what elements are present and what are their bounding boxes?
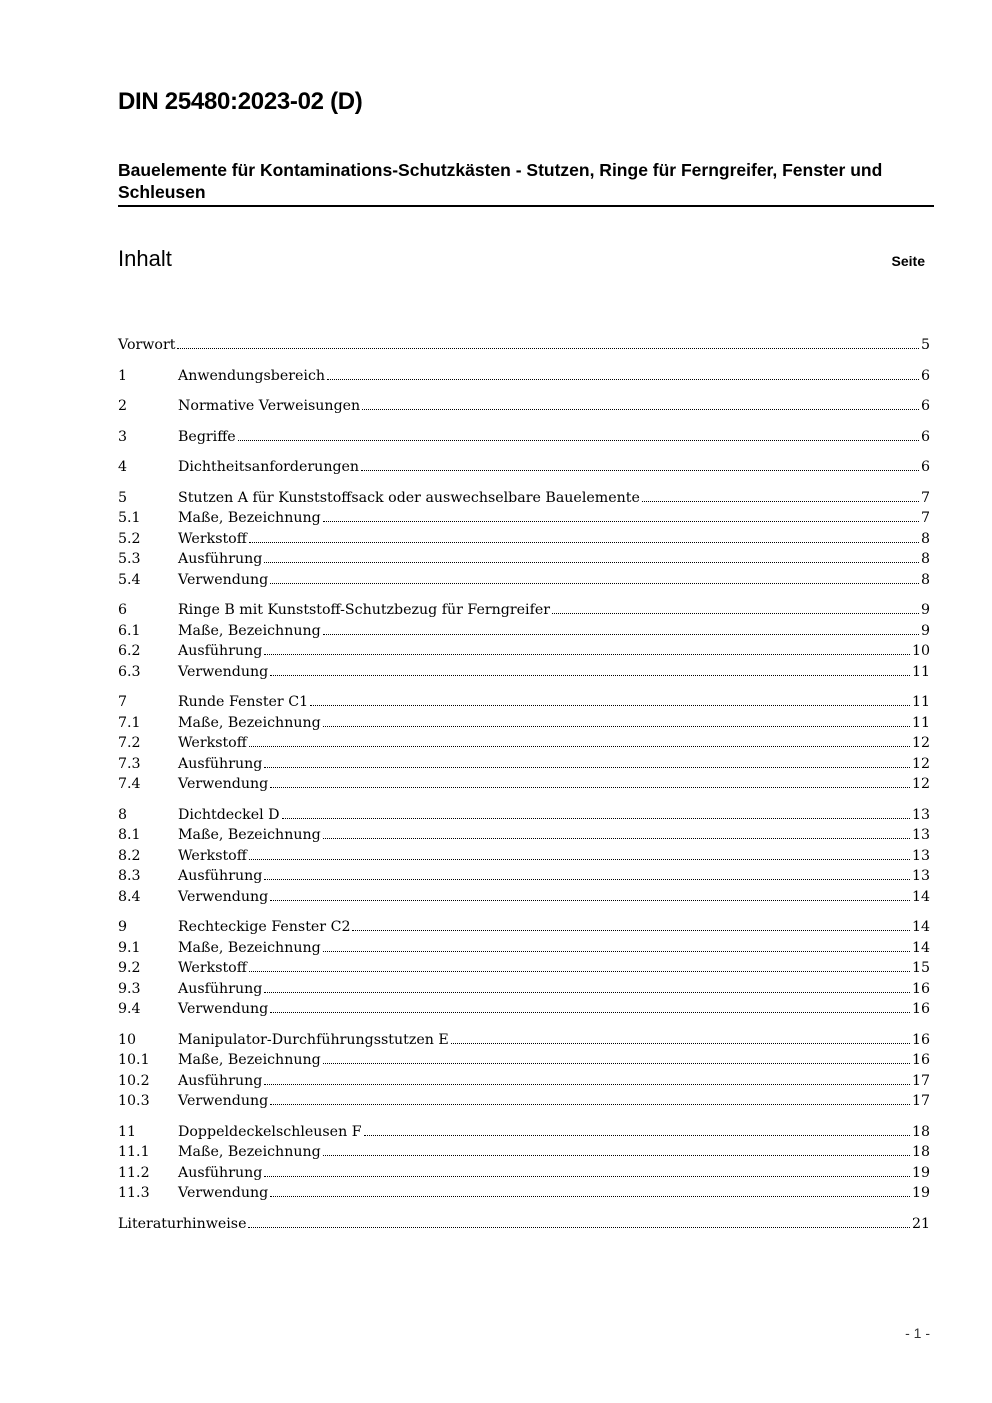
toc-entry-page: 7 <box>920 510 930 526</box>
toc-dot-leader <box>364 1131 910 1136</box>
toc-dot-leader <box>323 947 910 952</box>
toc-entry-title: Ausführung <box>178 980 263 997</box>
toc-entry-number: 7.1 <box>118 714 141 731</box>
toc-entry[interactable] <box>118 999 930 1020</box>
toc-dot-leader <box>264 763 910 768</box>
toc-entry-page: 16 <box>911 1052 930 1068</box>
toc-dot-leader <box>264 558 919 563</box>
toc-entry[interactable] <box>118 958 930 979</box>
toc-entry-title: Ausführung <box>178 755 263 772</box>
toc-entry-title: Werkstoff <box>178 530 247 547</box>
toc-entry-title: Werkstoff <box>178 735 247 751</box>
toc-entry-title: Werkstoff <box>178 960 247 976</box>
toc-entry-page: 10 <box>911 643 930 659</box>
toc-entry-number: 10.2 <box>118 1072 150 1089</box>
toc-dot-leader <box>270 671 910 676</box>
toc-dot-leader <box>249 855 910 860</box>
toc-dot-leader <box>323 630 919 635</box>
footer-page-number: - 1 - <box>905 1325 930 1341</box>
toc-entry-page: 13 <box>911 827 930 843</box>
toc-entry[interactable] <box>118 621 930 642</box>
toc-dot-leader <box>310 701 910 706</box>
toc-entry-number: 6 <box>118 602 128 618</box>
toc-entry-number: 9 <box>118 919 128 935</box>
toc-entry-page: 16 <box>911 1001 930 1017</box>
toc-entry-number: 9.2 <box>118 960 141 976</box>
toc-entry[interactable] <box>118 1071 930 1092</box>
toc-dot-leader <box>264 1172 910 1177</box>
toc-entry[interactable] <box>118 1030 930 1051</box>
toc-entry-page: 18 <box>911 1123 930 1140</box>
toc-entry-title: Verwendung <box>178 571 269 588</box>
toc-entry-page: 16 <box>911 1031 930 1048</box>
toc-entry-title: Manipulator-Durchführungsstutzen E <box>178 1031 449 1048</box>
toc-entry-number: 6.3 <box>118 663 141 680</box>
toc-dot-leader <box>282 814 910 819</box>
toc-dot-leader <box>270 896 910 901</box>
toc-entry[interactable] <box>118 600 930 621</box>
toc-entry-number: 11.1 <box>118 1144 150 1160</box>
toc-dot-leader <box>264 650 910 655</box>
toc-entry-page: 15 <box>911 960 930 976</box>
toc-entry-number: 8.1 <box>118 827 141 843</box>
toc-entry-title: Ausführung <box>178 868 263 884</box>
toc-entry-title: Anwendungsbereich <box>178 367 326 384</box>
toc-dot-leader <box>249 538 919 543</box>
toc-entry[interactable] <box>118 1142 930 1163</box>
toc-entry[interactable] <box>118 335 930 356</box>
toc-entry-page: 5 <box>920 337 930 353</box>
toc-entry-title: Literaturhinweise <box>118 1215 247 1232</box>
toc-dot-leader <box>323 517 919 522</box>
toc-entry-number: 10 <box>118 1031 137 1048</box>
document-title: DIN 25480:2023-02 (D) <box>118 88 363 115</box>
toc-entry-number: 1 <box>118 367 128 384</box>
toc-entry[interactable] <box>118 887 930 908</box>
toc-dot-leader <box>327 375 919 380</box>
toc-entry-title: Ringe B mit Kunststoff-Schutzbezug für Ferngreifer <box>178 602 551 618</box>
toc-dot-leader <box>323 1151 910 1156</box>
toc-entry-title: Doppeldeckelschleusen F <box>178 1123 362 1140</box>
toc-entry[interactable] <box>118 662 930 683</box>
toc-entry-page: 6 <box>920 459 930 475</box>
toc-entry-number: 8 <box>118 806 128 823</box>
toc-entry-page: 19 <box>911 1185 930 1201</box>
toc-entry[interactable] <box>118 488 930 509</box>
toc-entry-title: Runde Fenster C1 <box>178 694 309 710</box>
toc-entry-title: Maße, Bezeichnung <box>178 827 321 843</box>
toc-entry-title: Stutzen A für Kunststoffsack oder auswechselbare Bauelemente <box>178 489 640 506</box>
document-subtitle: Bauelemente für Kontaminations-Schutzkästen - Stutzen, Ringe für Ferngreifer, Fenster und Schleusen <box>118 159 934 207</box>
toc-entry-page: 11 <box>911 663 930 680</box>
toc-entry-page: 12 <box>911 755 930 772</box>
toc-entry-number: 2 <box>118 398 128 414</box>
toc-entry-page: 21 <box>911 1215 930 1232</box>
toc-dot-leader <box>270 783 910 788</box>
toc-entry-title: Ausführung <box>178 1072 263 1089</box>
toc-entry[interactable] <box>118 917 930 938</box>
toc-entry-title: Ausführung <box>178 551 263 567</box>
toc-entry-number: 11.2 <box>118 1164 150 1181</box>
toc-entry[interactable] <box>118 938 930 959</box>
toc-entry-title: Maße, Bezeichnung <box>178 939 321 956</box>
toc-entry[interactable] <box>118 427 930 448</box>
toc-entry-page: 14 <box>911 888 930 905</box>
toc-entry-page: 8 <box>920 530 930 547</box>
toc-entry[interactable] <box>118 979 930 1000</box>
toc-entry-title: Verwendung <box>178 663 269 680</box>
toc-entry[interactable] <box>118 1183 930 1204</box>
toc-entry-page: 11 <box>911 694 930 710</box>
toc-entry-page: 11 <box>911 714 930 731</box>
toc-dot-leader <box>362 405 919 410</box>
contents-heading: Inhalt <box>118 246 172 271</box>
toc-entry-number: 5.3 <box>118 551 141 567</box>
page-column-label: Seite <box>891 253 925 269</box>
toc-entry-page: 6 <box>920 367 930 384</box>
toc-entry-page: 14 <box>911 939 930 956</box>
toc-entry-page: 13 <box>911 868 930 884</box>
toc-entry-number: 7 <box>118 694 128 710</box>
toc-entry-title: Begriffe <box>178 428 236 445</box>
toc-entry-page: 13 <box>911 847 930 864</box>
toc-entry-title: Rechteckige Fenster C2 <box>178 919 351 935</box>
toc-entry-number: 8.2 <box>118 847 141 864</box>
toc-entry[interactable] <box>118 1163 930 1184</box>
toc-dot-leader <box>270 579 919 584</box>
toc-entry-title: Verwendung <box>178 1001 269 1017</box>
toc-entry[interactable] <box>118 641 930 662</box>
toc-entry-page: 8 <box>920 571 930 588</box>
toc-entry-number: 6.1 <box>118 622 141 639</box>
toc-entry-title: Normative Verweisungen <box>178 398 361 414</box>
toc-entry[interactable] <box>118 366 930 387</box>
toc-dot-leader <box>361 466 919 471</box>
toc-entry-number: 9.4 <box>118 1001 141 1017</box>
toc-entry-number: 11 <box>118 1123 137 1140</box>
toc-entry-number: 9.1 <box>118 939 141 956</box>
toc-dot-leader <box>552 609 919 614</box>
toc-entry[interactable] <box>118 396 930 417</box>
toc-entry[interactable] <box>118 549 930 570</box>
toc-entry-title: Dichtdeckel D <box>178 806 280 823</box>
toc-entry[interactable] <box>118 529 930 550</box>
toc-entry-title: Maße, Bezeichnung <box>178 1052 321 1068</box>
toc-entry-title: Maße, Bezeichnung <box>178 1144 321 1160</box>
toc-entry-title: Verwendung <box>178 888 269 905</box>
toc-dot-leader <box>264 1080 910 1085</box>
toc-entry-page: 12 <box>911 735 930 751</box>
toc-entry[interactable] <box>118 713 930 734</box>
toc-dot-leader <box>264 875 910 880</box>
toc-dot-leader <box>323 1059 910 1064</box>
toc-entry-title: Maße, Bezeichnung <box>178 714 321 731</box>
toc-entry-number: 5 <box>118 489 128 506</box>
toc-dot-leader <box>451 1039 910 1044</box>
toc-entry-title: Maße, Bezeichnung <box>178 622 321 639</box>
toc-entry-page: 7 <box>920 489 930 506</box>
toc-entry-title: Vorwort <box>118 337 176 353</box>
toc-entry-number: 5.2 <box>118 530 141 547</box>
toc-entry-number: 4 <box>118 459 128 475</box>
toc-entry-number: 6.2 <box>118 643 141 659</box>
toc-entry[interactable] <box>118 1214 930 1235</box>
toc-entry-page: 14 <box>911 919 930 935</box>
toc-dot-leader <box>270 1100 910 1105</box>
toc-entry-page: 12 <box>911 776 930 792</box>
toc-dot-leader <box>323 722 910 727</box>
toc-dot-leader <box>270 1008 910 1013</box>
toc-entry-page: 6 <box>920 428 930 445</box>
toc-entry-page: 9 <box>920 622 930 639</box>
toc-dot-leader <box>249 967 910 972</box>
toc-entry-page: 9 <box>920 602 930 618</box>
toc-entry[interactable] <box>118 1091 930 1112</box>
toc-entry-number: 7.2 <box>118 735 141 751</box>
toc-entry-number: 5.1 <box>118 510 141 526</box>
toc-entry-page: 6 <box>920 398 930 414</box>
toc-dot-leader <box>352 926 909 931</box>
toc-dot-leader <box>264 988 910 993</box>
toc-entry-number: 7.4 <box>118 776 141 792</box>
toc-entry-title: Werkstoff <box>178 847 247 864</box>
toc-entry-title: Ausführung <box>178 643 263 659</box>
toc-entry-title: Maße, Bezeichnung <box>178 510 321 526</box>
toc-entry-page: 8 <box>920 551 930 567</box>
toc-dot-leader <box>249 742 910 747</box>
toc-entry-number: 8.4 <box>118 888 141 905</box>
toc-entry[interactable] <box>118 846 930 867</box>
toc-dot-leader <box>323 834 910 839</box>
toc-dot-leader <box>238 436 919 441</box>
toc-dot-leader <box>248 1223 909 1228</box>
toc-entry[interactable] <box>118 754 930 775</box>
toc-entry-number: 9.3 <box>118 980 141 997</box>
toc-entry-page: 13 <box>911 806 930 823</box>
toc-entry[interactable] <box>118 692 930 713</box>
toc-entry-title: Dichtheitsanforderungen <box>178 459 360 475</box>
toc-entry-page: 19 <box>911 1164 930 1181</box>
toc-entry-number: 5.4 <box>118 571 141 588</box>
toc-entry-page: 17 <box>911 1072 930 1089</box>
toc-entry-number: 10.3 <box>118 1093 150 1109</box>
toc-entry[interactable] <box>118 508 930 529</box>
toc-entry-number: 10.1 <box>118 1052 150 1068</box>
table-of-contents <box>118 335 930 1234</box>
toc-entry-number: 8.3 <box>118 868 141 884</box>
toc-entry[interactable] <box>118 457 930 478</box>
toc-entry-title: Ausführung <box>178 1164 263 1181</box>
toc-entry-title: Verwendung <box>178 1185 269 1201</box>
toc-entry-number: 11.3 <box>118 1185 150 1201</box>
toc-dot-leader <box>270 1192 910 1197</box>
toc-entry[interactable] <box>118 1122 930 1143</box>
toc-entry[interactable] <box>118 570 930 591</box>
toc-entry-page: 16 <box>911 980 930 997</box>
toc-entry[interactable] <box>118 733 930 754</box>
toc-entry-number: 3 <box>118 428 128 445</box>
toc-entry-title: Verwendung <box>178 776 269 792</box>
toc-entry-page: 17 <box>911 1093 930 1109</box>
toc-entry[interactable] <box>118 866 930 887</box>
toc-entry[interactable] <box>118 805 930 826</box>
toc-entry-number: 7.3 <box>118 755 141 772</box>
toc-entry[interactable] <box>118 774 930 795</box>
toc-entry-title: Verwendung <box>178 1093 269 1109</box>
toc-entry-page: 18 <box>911 1144 930 1160</box>
toc-dot-leader <box>642 497 919 502</box>
toc-entry[interactable] <box>118 1050 930 1071</box>
toc-dot-leader <box>177 344 919 349</box>
toc-entry[interactable] <box>118 825 930 846</box>
